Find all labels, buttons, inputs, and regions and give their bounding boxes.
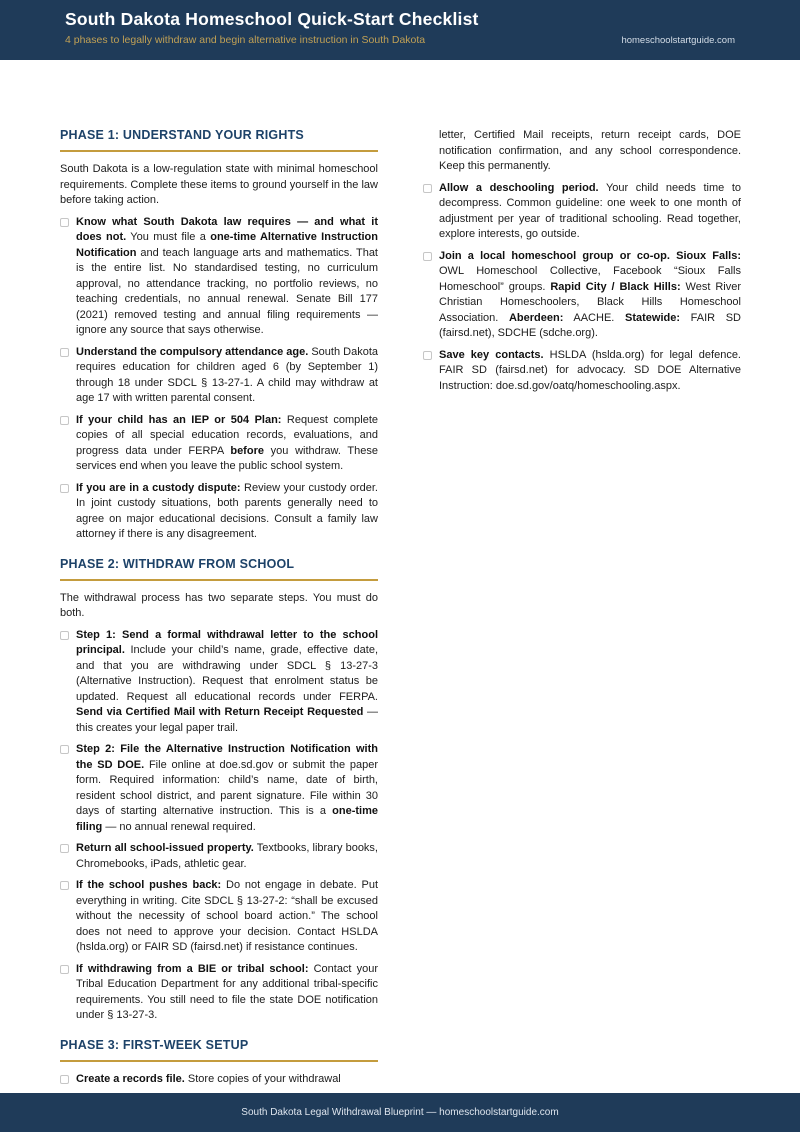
checkbox[interactable] xyxy=(60,348,69,357)
checklist-item-text: Allow a deschooling period. Your child needs time to decompress. Common guideline: one week to one month of adjustment per year of traditional schooling. Read together, explore interests, go outside. xyxy=(439,181,741,240)
checklist-item xyxy=(60,413,378,475)
header-banner xyxy=(0,0,800,60)
checklist-item xyxy=(423,348,741,395)
checklist-item-text: Step 2: File the Alternative Instruction Notification with the SD DOE. File online at doe.sd.gov or submit the paper form. Required information: child’s name, date of birth, resident school district, and parent signature. File within 30 days of starting alternative instruction. This is a one-time filing — no annual renewal required. xyxy=(76,743,378,833)
checklist-item xyxy=(423,181,741,243)
checklist-content xyxy=(0,60,800,1093)
checkbox[interactable] xyxy=(60,881,69,890)
checkbox[interactable] xyxy=(60,1075,69,1084)
checklist-item xyxy=(60,841,378,872)
phase-rule xyxy=(60,1060,378,1062)
section-intro: South Dakota is a low-regulation state with minimal homeschool requirements. Complete these items to ground yourself in the law before taking action. xyxy=(60,163,378,206)
checkbox[interactable] xyxy=(423,252,432,261)
phase-section-header xyxy=(60,557,378,581)
checklist-item-text: Join a local homeschool group or co-op. Sioux Falls: OWL Homeschool Collective, Facebook “Sioux Falls Homeschool” groups. Rapid City / Black Hills: West River Christian Homeschoolers, Black Hills Homeschool Association. Aberdeen: AACHE. Statewide: FAIR SD (fairsd.net), SDCHE (sdche.org). xyxy=(439,249,741,339)
checkbox[interactable] xyxy=(423,184,432,193)
checklist-item xyxy=(60,628,378,737)
section-intro: The withdrawal process has two separate steps. You must do both. xyxy=(60,591,378,619)
checklist-item-text: Understand the compulsory attendance age. South Dakota requires education for children aged 6 (by September 1) through 18 under SDCL § 13-27-1. A child may withdraw at age 17 with written parental consent. xyxy=(76,345,378,404)
checkbox[interactable] xyxy=(423,351,432,360)
checklist-item-text: If withdrawing from a BIE or tribal school: Contact your Tribal Education Department for any additional tribal-specific requirements. You still need to file the state DOE notification under § 13-27-3. xyxy=(76,962,378,1021)
checklist-item-text: Save key contacts. HSLDA (hslda.org) for legal defence. FAIR SD (fairsd.net) for advocacy. SD DOE Alternative Instruction: doe.sd.gov/oatq/homeschooling.aspx. xyxy=(439,348,741,392)
checkbox[interactable] xyxy=(60,745,69,754)
checklist-item-text: If the school pushes back: Do not engage in debate. Put everything in writing. Cite SDCL § 13-27-2: “shall be excused without the necessity of school board action.” The school does not need to approve your decision. Contact HSLDA (hslda.org) or FAIR SD (fairsd.net) if resistance continues. xyxy=(76,879,379,953)
checklist-item-text: Return all school-issued property. Textbooks, library books, Chromebooks, iPads, athletic gear. xyxy=(76,842,378,870)
checkbox[interactable] xyxy=(60,631,69,640)
phase-heading: PHASE 3: FIRST-WEEK SETUP xyxy=(60,1037,249,1052)
left-column xyxy=(60,128,378,1093)
footer-bar xyxy=(0,1093,800,1132)
checklist-item xyxy=(60,481,378,543)
checklist-item-text: Know what South Dakota law requires — and what it does not. You must file a one-time Alternative Instruction Notification and teach language arts and mathematics. That is the entire list. No standardised testing, no curriculum approval, no attendance tracking, no portfolio reviews, no teaching credentials, no annual renewal. Senate Bill 177 (2021) removed testing and annual filing requirements — ignore any source that says otherwise. xyxy=(76,215,378,336)
page-subtitle: 4 phases to legally withdraw and begin alternative instruction in South Dakota xyxy=(65,34,426,46)
checklist-item-text: Step 1: Send a formal withdrawal letter to the school principal. Include your child’s name, grade, effective date, and that you are withdrawing under SDCL § 13-27-3 (Alternative Instruction). Request that enrolment status be updated. Request all educational records under FERPA. Send via Certified Mail with Return Receipt Requested — this creates your legal paper trail. xyxy=(76,628,379,734)
page-title: South Dakota Homeschool Quick-Start Checklist xyxy=(65,9,479,29)
continued-paragraph: letter, Certified Mail receipts, return receipt cards, DOE notification confirmation, and any school correspondence. Keep this permanently. xyxy=(439,129,741,172)
checklist-item xyxy=(60,345,378,407)
header-subtitle-row xyxy=(65,34,735,46)
checkbox[interactable] xyxy=(60,218,69,227)
phase-rule xyxy=(60,150,378,152)
checkbox[interactable] xyxy=(60,965,69,974)
phase-section-header xyxy=(60,1038,378,1062)
phase-heading: PHASE 1: UNDERSTAND YOUR RIGHTS xyxy=(60,128,304,142)
phase-heading: PHASE 2: WITHDRAW FROM SCHOOL xyxy=(60,556,295,571)
checklist-item xyxy=(60,962,378,1024)
right-column xyxy=(423,128,741,1093)
checklist-item-text: Create a records file. Store copies of your withdrawal xyxy=(76,1072,341,1085)
checkbox[interactable] xyxy=(60,416,69,425)
checklist-item xyxy=(423,249,741,342)
phase-rule xyxy=(60,579,378,581)
checklist-item xyxy=(60,215,378,339)
checklist-item xyxy=(60,878,378,956)
checkbox[interactable] xyxy=(60,844,69,853)
phase-section-header xyxy=(60,128,378,152)
checklist-item-text: If you are in a custody dispute: Review your custody order. In joint custody situations, both parents generally need to agree on major educational decisions. Consult a family law attorney if there is any disagreement. xyxy=(76,481,378,540)
checklist-item xyxy=(60,742,378,835)
site-name: homeschoolstartguide.com xyxy=(621,35,735,46)
checkbox[interactable] xyxy=(60,484,69,493)
checklist-item xyxy=(60,1072,378,1088)
checklist-item-text: If your child has an IEP or 504 Plan: Request complete copies of all special education records, evaluations, and progress data under FERPA before you withdraw. These services end when you leave the public school system. xyxy=(76,413,378,472)
footer-text: South Dakota Legal Withdrawal Blueprint — homeschoolstartguide.com xyxy=(241,1107,559,1118)
